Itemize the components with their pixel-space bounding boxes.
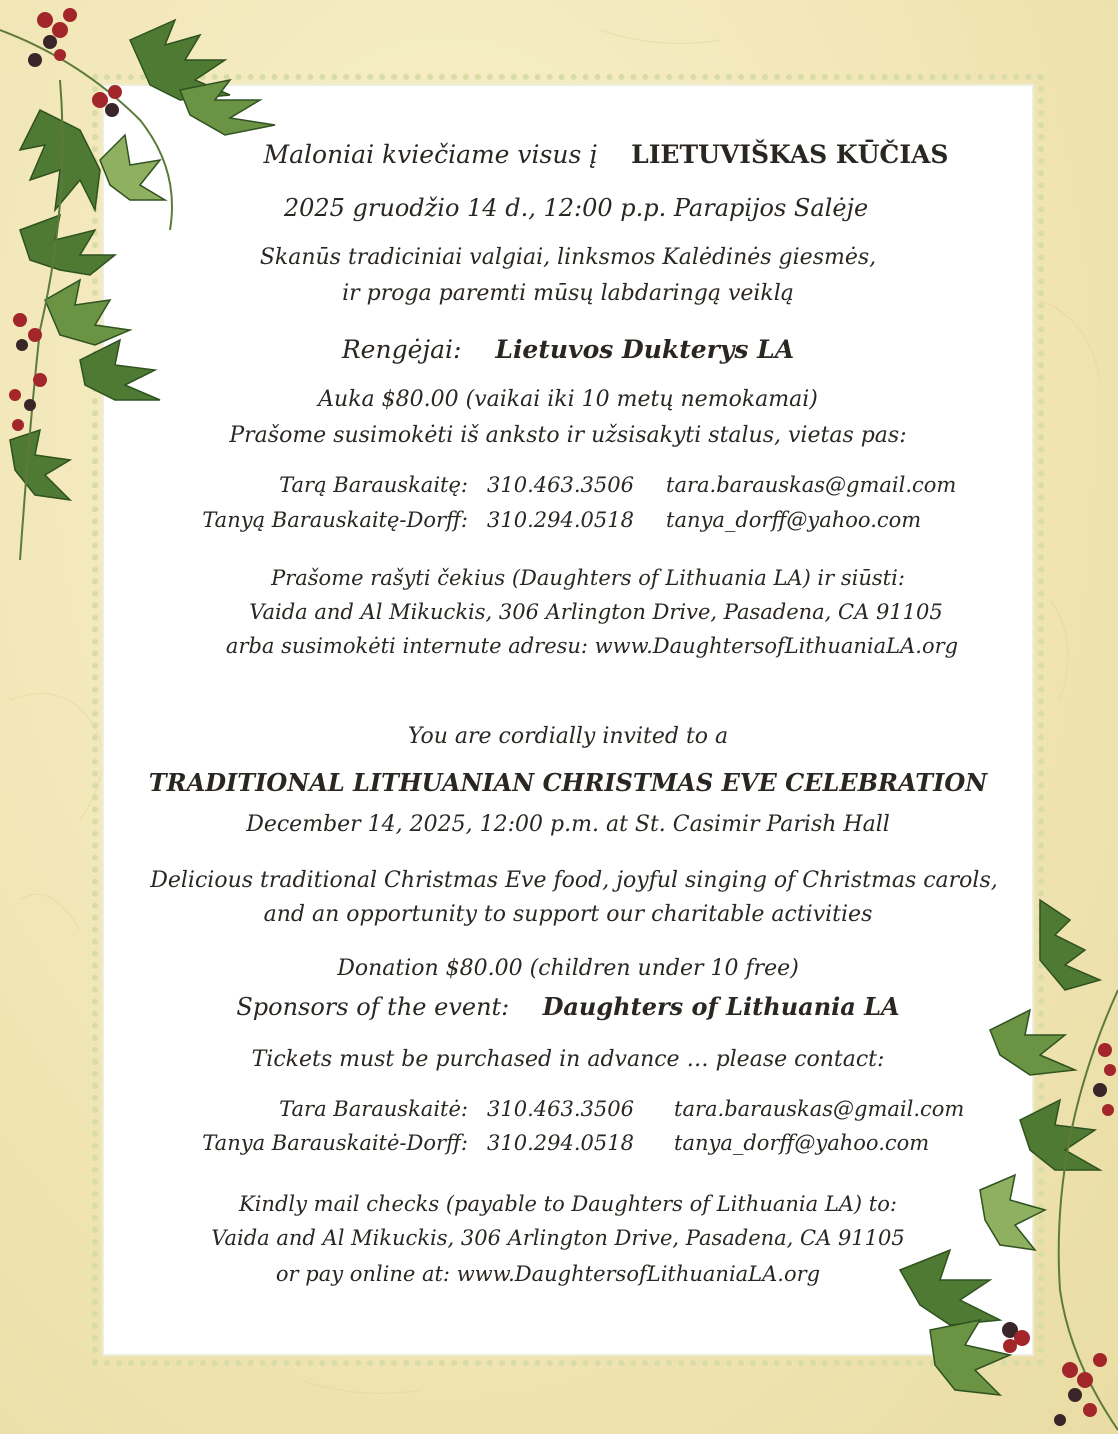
- en-desc-line1: Delicious traditional Christmas Eve food, joyful singing of Christmas carols,: [150, 868, 998, 893]
- lt-address-line: Vaida and Al Mikuckis, 306 Arlington Drive, Pasadena, CA 91105: [249, 600, 943, 624]
- lt-invite-intro: Maloniai kviečiame visus į: [263, 140, 598, 169]
- en-contact-phone: 310.463.3506: [487, 1097, 634, 1121]
- lt-contact-email[interactable]: tara.barauskas@gmail.com: [666, 473, 957, 497]
- en-contact-email[interactable]: tara.barauskas@gmail.com: [674, 1097, 965, 1121]
- en-contact-name: Tara Barauskaitė:: [279, 1097, 468, 1121]
- en-contact-email[interactable]: tanya_dorff@yahoo.com: [674, 1131, 930, 1155]
- lt-contact-name: Tanyą Barauskaitę-Dorff:: [202, 508, 468, 532]
- en-contact-name: Tanya Barauskaitė-Dorff:: [202, 1131, 468, 1155]
- lt-contact-phone: 310.463.3506: [487, 473, 634, 497]
- lt-online-line[interactable]: arba susimokėti internute adresu: www.DaughtersofLithuaniaLA.org: [225, 634, 959, 658]
- en-checks-line: Kindly mail checks (payable to Daughters of Lithuania LA) to:: [239, 1192, 897, 1216]
- lt-donation-line: Auka $80.00 (vaikai iki 10 metų nemokamai): [318, 387, 818, 412]
- lt-desc-line2: ir proga paremti mūsų labdaringą veiklą: [342, 281, 794, 306]
- en-tickets-line: Tickets must be purchased in advance … please contact:: [251, 1047, 885, 1072]
- lt-desc-line1: Skanūs tradiciniai valgiai, linksmos Kalėdinės giesmės,: [259, 245, 877, 270]
- lt-contact-email[interactable]: tanya_dorff@yahoo.com: [666, 508, 922, 532]
- lt-date-line: 2025 gruodžio 14 d., 12:00 p.p. Parapijos Salėje: [283, 194, 869, 222]
- lt-invite-title: LIETUVIŠKAS KŪČIAS: [631, 140, 949, 169]
- en-donation-line: Donation $80.00 (children under 10 free): [337, 956, 799, 981]
- en-invite-intro: You are cordially invited to a: [407, 724, 729, 749]
- lt-reservation-line: Prašome susimokėti iš anksto ir užsisakyti stalus, vietas pas:: [229, 423, 907, 448]
- en-contact-phone: 310.294.0518: [487, 1131, 634, 1155]
- en-online-line[interactable]: or pay online at: www.DaughtersofLithuaniaLA.org: [275, 1262, 821, 1286]
- lt-organizers-label: Rengėjai:: [341, 335, 462, 364]
- lt-organizers-name: Lietuvos Dukterys LA: [495, 335, 795, 364]
- en-address-line: Vaida and Al Mikuckis, 306 Arlington Drive, Pasadena, CA 91105: [211, 1226, 905, 1250]
- en-desc-line2: and an opportunity to support our charitable activities: [263, 902, 873, 927]
- lt-organizers: [102, 335, 1034, 364]
- lt-contact-phone: 310.294.0518: [487, 508, 634, 532]
- en-date-line: December 14, 2025, 12:00 p.m. at St. Casimir Parish Hall: [246, 812, 890, 837]
- en-sponsors-name: Daughters of Lithuania LA: [542, 992, 900, 1021]
- lt-contact-name: Tarą Barauskaitę:: [279, 473, 468, 497]
- en-sponsors-label: Sponsors of the event:: [236, 993, 510, 1021]
- en-invite-title: TRADITIONAL LITHUANIAN CHRISTMAS EVE CELEBRATION: [148, 768, 988, 797]
- en-sponsors: [102, 992, 1034, 1021]
- lt-invite-heading: [140, 140, 1072, 169]
- lt-checks-line: Prašome rašyti čekius (Daughters of Lithuania LA) ir siūsti:: [271, 566, 905, 590]
